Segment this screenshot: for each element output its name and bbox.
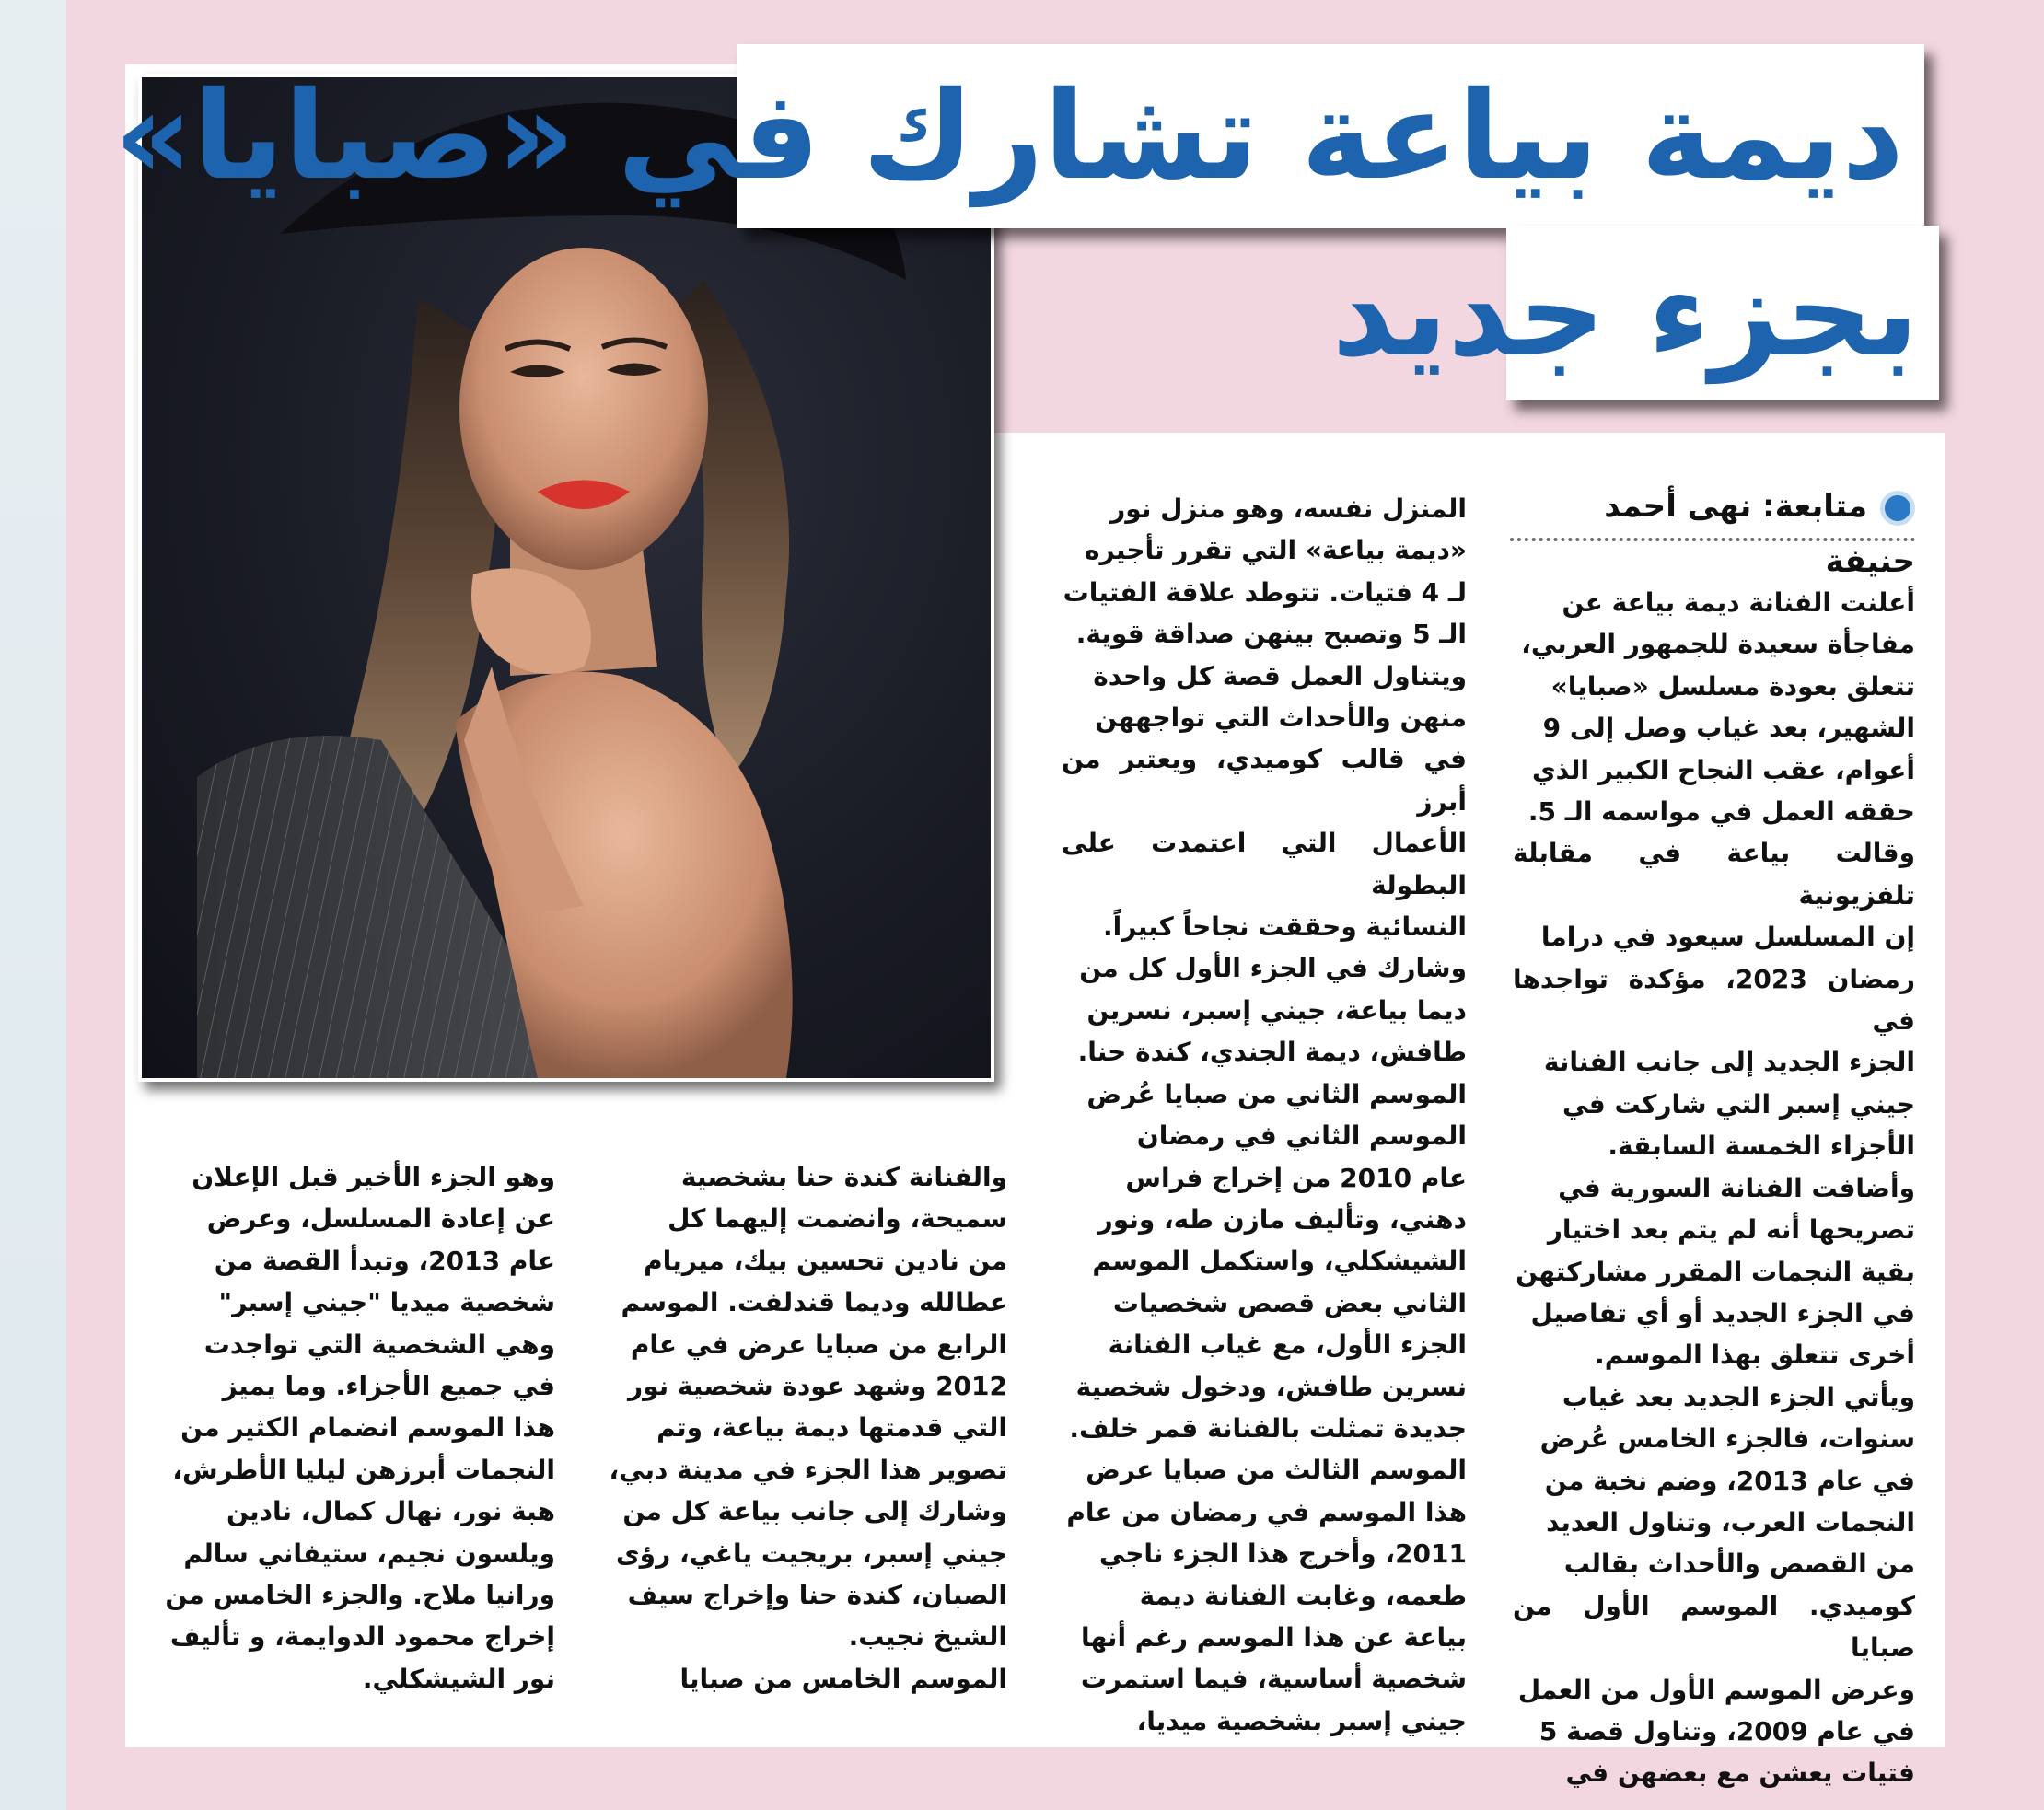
headline-line-1: ديمة بياعة تشارك في «صبايا»	[737, 44, 1924, 228]
article-column-3: والفنانة كندة حنا بشخصية سميحة، وانضمت إليهما كل من نادين تحسين بيك، ميريام عطالله وديما قندلفت. الموسم الرابع من صبايا عرض في عام 2012 وشهد عودة شخصية نور التي قدمتها ديمة بياعة، وتم تصوير هذا الجزء في مدينة دبي، وشارك إلى جانب بياعة كل من جيني إسبر، بريجيت ياغي، رؤى الصبان، كندة حنا وإخراج سيف الشيخ نجيب. الموسم الخامس من صبايا	[609, 1162, 1007, 1694]
page-edge-strip	[0, 0, 66, 1810]
article-column-4: وهو الجزء الأخير قبل الإعلان عن إعادة المسلسل، وعرض عام 2013، وتبدأ القصة من شخصية ميديا "جيني إسبر" وهي الشخصية التي تواجدت في جميع الأجزاء. وما يميز هذا الموسم انضمام الكثير من النجمات أبرزهن ليليا الأطرش، هبة نور، نهال كمال، نادين ويلسون نجيم، ستيفاني سالم ورانيا ملاح. والجزء الخامس من إخراج محمود الدوايمة، و تأليف نور الشيشكلي.	[165, 1162, 555, 1694]
article-column-2: المنزل نفسه، وهو منزل نور «ديمة بياعة» التي تقرر تأجيره لـ 4 فتيات. تتوطد علاقة الفتيات الـ 5 وتصبح بينهن صداقة قوية. ويتناول العمل قصة كل واحدة منهن والأحداث التي تواجههن في قالب كوميدي، ويعتبر من أبرز الأعمال التي اعتمدت على البطولة النسائية وحققت نجاحاً كبيراً. وشارك في الجزء الأول كل من ديما بياعة، جيني إسبر، نسرين طافش، ديمة الجندي، كندة حنا. الموسم الثاني من صبايا عُرض الموسم الثاني في رمضان عام 2010 من إخراج فراس دهني، وتأليف مازن طه، ونور الشيشكلي، واستكمل الموسم الثاني بعض قصص شخصيات الجزء الأول، مع غياب الفنانة نسرين طافش، ودخول شخصية جديدة تمثلت بالفنانة قمر خلف. الموسم الثالث من صبايا عرض هذا الموسم في رمضان من عام 2011، وأخرج هذا الجزء ناجي طعمه، وغابت الفنانة ديمة بياعة عن هذا الموسم رغم أنها شخصية أساسية، فيما استمرت جيني إسبر بشخصية ميديا،	[1062, 493, 1467, 1736]
headline-line-2: بجزء جديد	[1506, 226, 1939, 400]
byline	[1510, 479, 1915, 580]
byline-text: متابعة: نهى أحمد حنيفة	[1604, 488, 1915, 580]
article-column-1: أعلنت الفنانة ديمة بياعة عن مفاجأة سعيدة للجمهور العربي، تتعلق بعودة مسلسل «صبايا» الشهير، بعد غياب وصل إلى 9 أعوام، عقب النجاح الكبير الذي حققه العمل في مواسمه الـ 5. وقالت بياعة في مقابلة تلفزيونية إن المسلسل سيعود في دراما رمضان 2023، مؤكدة تواجدها في الجزء الجديد إلى جانب الفنانة جيني إسبر التي شاركت في الأجزاء الخمسة السابقة. وأضافت الفنانة السورية في تصريحها أنه لم يتم بعد اختيار بقية النجمات المقرر مشاركتهن في الجزء الجديد أو أي تفاصيل أخرى تتعلق بهذا الموسم. ويأتي الجزء الجديد بعد غياب سنوات، فالجزء الخامس عُرض في عام 2013، وضم نخبة من النجمات العرب، وتناول العديد من القصص والأحداث بقالب كوميدي. الموسم الأول من صبايا وعرض الموسم الأول من العمل في عام 2009، وتناول قصة 5 فتيات يعشن مع بعضهن في	[1513, 587, 1915, 1789]
bullet-icon	[1880, 491, 1915, 526]
